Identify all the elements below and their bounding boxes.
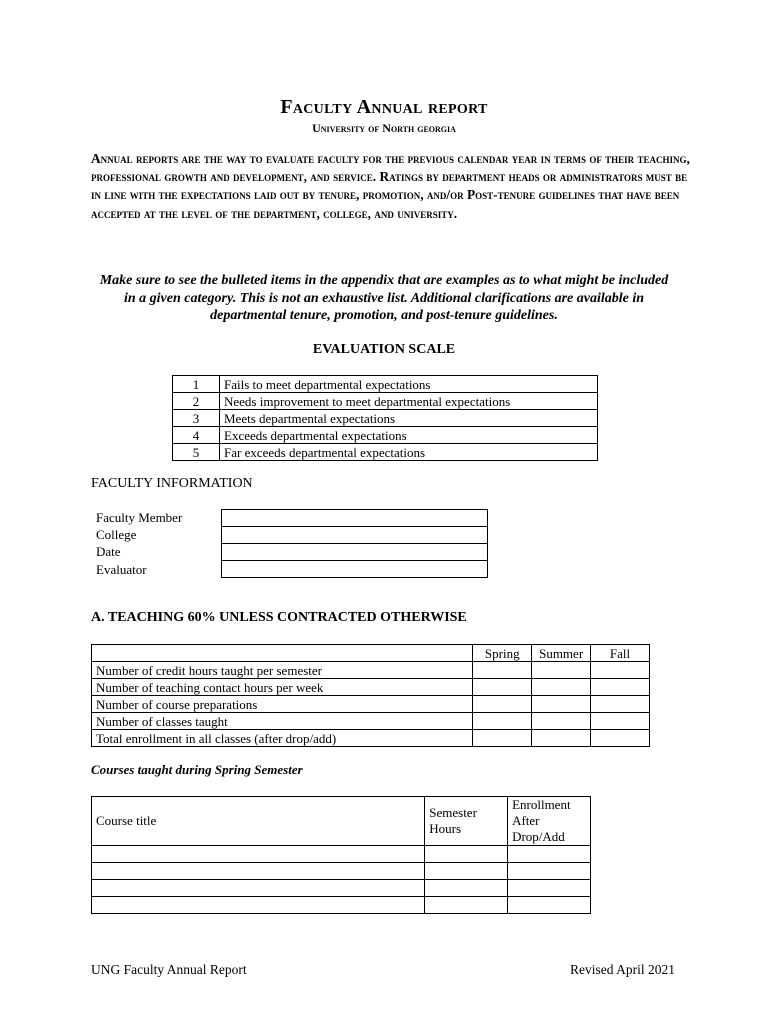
faculty-info-table bbox=[221, 509, 488, 578]
date-field[interactable] bbox=[222, 544, 488, 561]
fall-cell[interactable] bbox=[591, 730, 650, 747]
scale-row bbox=[173, 427, 598, 444]
college-field[interactable] bbox=[222, 527, 488, 544]
faculty-info-heading: FACULTY INFORMATION bbox=[91, 476, 253, 491]
table-row bbox=[92, 897, 591, 914]
faculty-info-labels bbox=[96, 509, 182, 578]
table-row bbox=[92, 880, 591, 897]
fall-cell[interactable] bbox=[591, 662, 650, 679]
scale-number: 2 bbox=[173, 393, 220, 410]
scale-row bbox=[173, 410, 598, 427]
evaluation-scale-heading: EVALUATION SCALE bbox=[312, 342, 456, 357]
teaching-header-row bbox=[92, 645, 650, 662]
summer-cell[interactable] bbox=[532, 662, 591, 679]
row-label: Total enrollment in all classes (after drop/add) bbox=[92, 730, 473, 747]
scale-row bbox=[173, 376, 598, 393]
table-row bbox=[92, 846, 591, 863]
scale-number: 4 bbox=[173, 427, 220, 444]
summer-cell[interactable] bbox=[532, 696, 591, 713]
enrollment-cell[interactable] bbox=[508, 863, 591, 880]
table-row bbox=[92, 713, 650, 730]
scale-description: Far exceeds departmental expectations bbox=[220, 444, 598, 461]
enrollment-header: Enrollment After Drop/Add bbox=[508, 797, 591, 846]
summer-cell[interactable] bbox=[532, 730, 591, 747]
evaluation-scale-table bbox=[172, 375, 598, 461]
spring-cell[interactable] bbox=[473, 662, 532, 679]
spring-cell[interactable] bbox=[473, 696, 532, 713]
appendix-note: Make sure to see the bulleted items in the appendix that are examples as to what might be included in a given category. This is not an exhaustive list. Additional clarifications are available in departmental tenure, promotion, and post-tenure guidelines. bbox=[99, 273, 669, 324]
faculty-member-label: Faculty Member bbox=[96, 510, 183, 525]
row-label: Number of teaching contact hours per week bbox=[92, 679, 473, 696]
faculty-member-field[interactable] bbox=[222, 510, 488, 527]
spring-cell[interactable] bbox=[473, 679, 532, 696]
fall-cell[interactable] bbox=[591, 696, 650, 713]
table-row bbox=[92, 696, 650, 713]
scale-row bbox=[173, 393, 598, 410]
spring-cell[interactable] bbox=[473, 713, 532, 730]
spring-courses-table bbox=[91, 796, 591, 914]
evaluator-field[interactable] bbox=[222, 561, 488, 578]
footer-right: Revised April 2021 bbox=[570, 962, 675, 977]
row-label: Number of course preparations bbox=[92, 696, 473, 713]
table-row bbox=[92, 863, 591, 880]
table-row bbox=[92, 679, 650, 696]
course-title-cell[interactable] bbox=[92, 863, 425, 880]
row-label: Number of classes taught bbox=[92, 713, 473, 730]
spring-cell[interactable] bbox=[473, 730, 532, 747]
page-subtitle: University of North georgia bbox=[312, 121, 456, 135]
enrollment-cell[interactable] bbox=[508, 880, 591, 897]
col-summer: Summer bbox=[532, 645, 591, 662]
semester-hours-header: Semester Hours bbox=[425, 797, 508, 846]
footer-left: UNG Faculty Annual Report bbox=[91, 962, 247, 977]
course-title-cell[interactable] bbox=[92, 846, 425, 863]
intro-paragraph: Annual reports are the way to evaluate faculty for the previous calendar year in terms of their teaching, professional growth and development, and service. Ratings by department heads or administrators must be in line with the expectations laid out by tenure, promotion, and/or Post-tenure guidelines that have been accepted at the level of the department, college, and university. bbox=[91, 151, 690, 221]
scale-row bbox=[173, 444, 598, 461]
semester-hours-cell[interactable] bbox=[425, 880, 508, 897]
enrollment-cell[interactable] bbox=[508, 846, 591, 863]
semester-hours-cell[interactable] bbox=[425, 846, 508, 863]
scale-description: Fails to meet departmental expectations bbox=[220, 376, 598, 393]
semester-hours-cell[interactable] bbox=[425, 863, 508, 880]
fall-cell[interactable] bbox=[591, 713, 650, 730]
scale-description: Needs improvement to meet departmental expectations bbox=[220, 393, 598, 410]
summer-cell[interactable] bbox=[532, 679, 591, 696]
col-spring: Spring bbox=[473, 645, 532, 662]
table-row bbox=[92, 662, 650, 679]
enrollment-cell[interactable] bbox=[508, 897, 591, 914]
spring-courses-heading: Courses taught during Spring Semester bbox=[91, 762, 303, 777]
scale-number: 3 bbox=[173, 410, 220, 427]
evaluator-label: Evaluator bbox=[96, 561, 147, 577]
fall-cell[interactable] bbox=[591, 679, 650, 696]
col-fall: Fall bbox=[591, 645, 650, 662]
date-label: Date bbox=[96, 544, 121, 560]
row-label: Number of credit hours taught per semester bbox=[92, 662, 473, 679]
scale-number: 1 bbox=[173, 376, 220, 393]
scale-number: 5 bbox=[173, 444, 220, 461]
teaching-heading: A. TEACHING 60% UNLESS CONTRACTED OTHERWISE bbox=[91, 610, 467, 625]
courses-header-row bbox=[92, 797, 591, 846]
table-row bbox=[92, 730, 650, 747]
course-title-cell[interactable] bbox=[92, 897, 425, 914]
course-title-cell[interactable] bbox=[92, 880, 425, 897]
scale-description: Meets departmental expectations bbox=[220, 410, 598, 427]
summer-cell[interactable] bbox=[532, 713, 591, 730]
scale-description: Exceeds departmental expectations bbox=[220, 427, 598, 444]
page-title: Faculty Annual report bbox=[280, 96, 488, 118]
teaching-table bbox=[91, 644, 650, 747]
college-label: College bbox=[96, 527, 137, 543]
semester-hours-cell[interactable] bbox=[425, 897, 508, 914]
course-title-header: Course title bbox=[92, 797, 425, 846]
